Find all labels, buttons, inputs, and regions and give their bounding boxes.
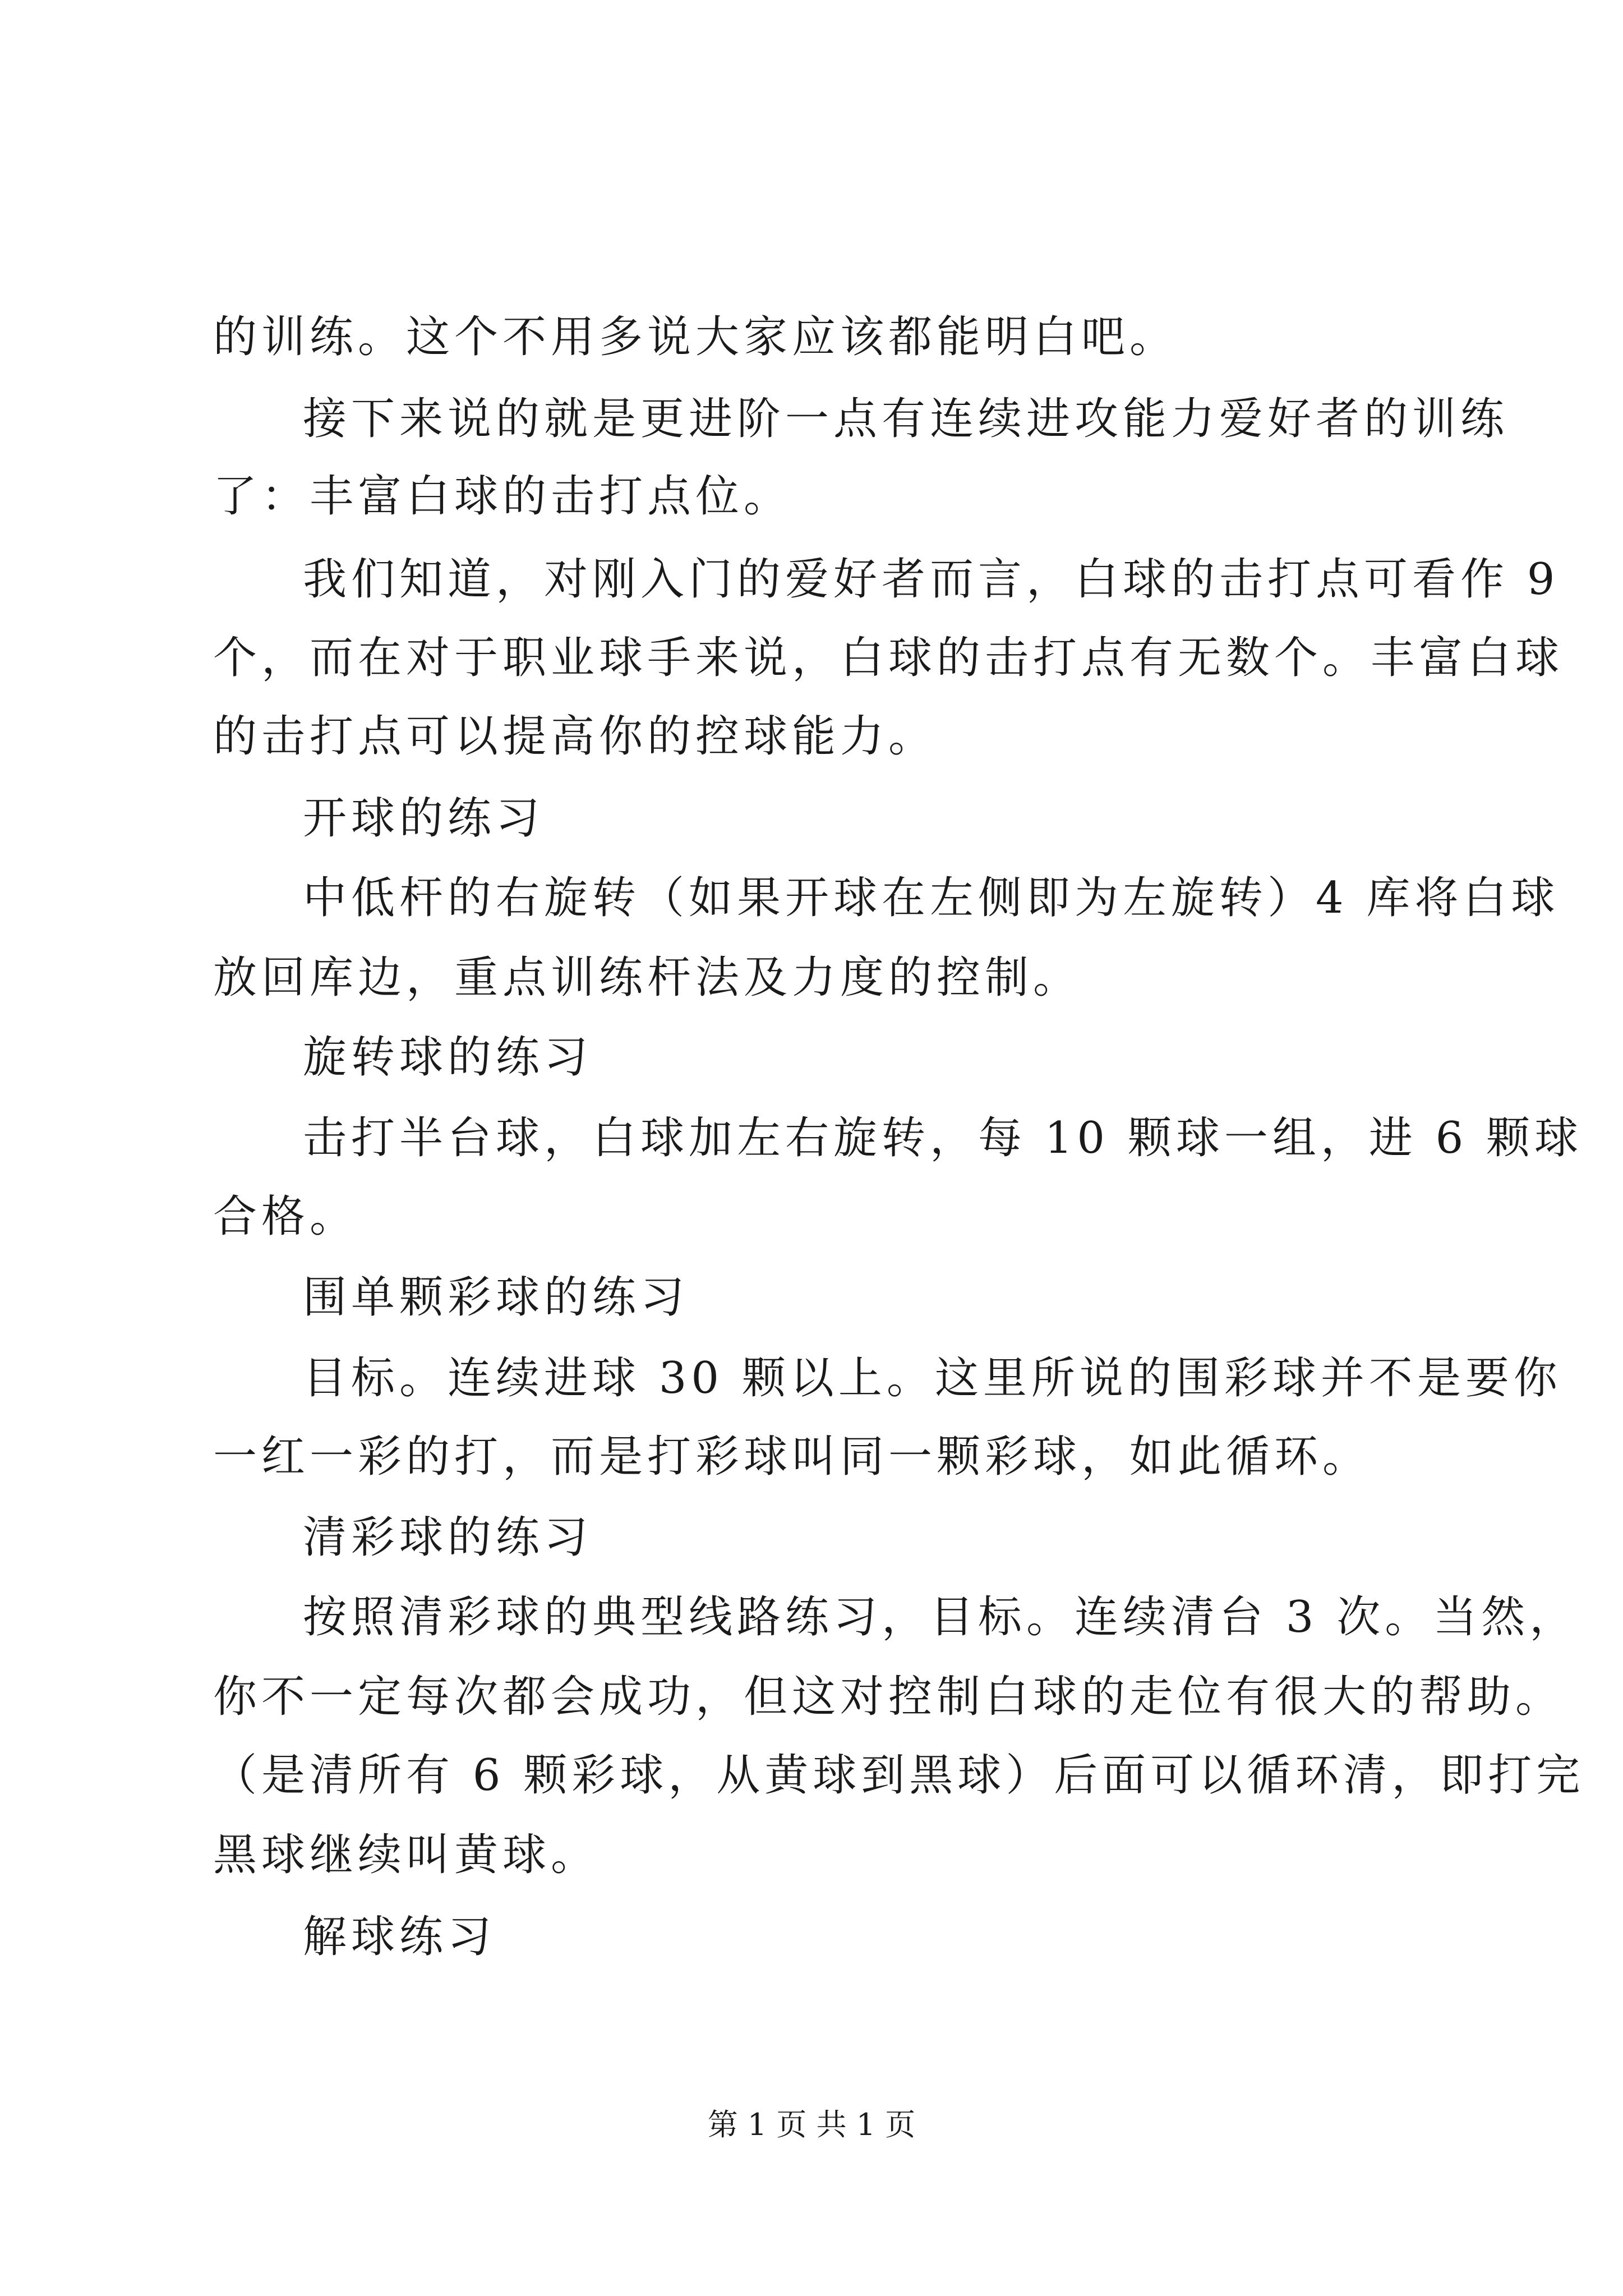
paragraph-line: （是清所有 6 颗彩球，从黄球到黑球）后面可以循环清，即打完 (213, 1750, 1585, 1801)
paragraph-line: 合格。 (213, 1191, 358, 1242)
paragraph-line: 一红一彩的打，而是打彩球叫同一颗彩球，如此循环。 (213, 1432, 1371, 1482)
paragraph-line: 接下来说的就是更进阶一点有连续进攻能力爱好者的训练 (303, 394, 1509, 444)
paragraph-line: 放回库边，重点训练杆法及力度的控制。 (213, 953, 1082, 1003)
paragraph-line: 按照清彩球的典型线路练习，目标。连续清台 3 次。当然， (303, 1592, 1578, 1642)
paragraph-line: 黑球继续叫黄球。 (213, 1830, 600, 1880)
paragraph-line: 你不一定每次都会成功，但这对控制白球的走位有很大的帮助。 (213, 1672, 1564, 1722)
section-heading: 解球练习 (303, 1912, 496, 1962)
paragraph-line: 击打半台球，白球加左右旋转，每 10 颗球一组，进 6 颗球 (303, 1113, 1583, 1163)
document-body (213, 0, 1585, 2076)
paragraph-line: 的训练。这个不用多说大家应该都能明白吧。 (213, 312, 1178, 362)
section-heading: 开球的练习 (303, 793, 545, 844)
section-heading: 围单颗彩球的练习 (303, 1272, 689, 1323)
section-heading: 清彩球的练习 (303, 1512, 593, 1563)
paragraph-line: 个，而在对于职业球手来说，白球的击打点有无数个。丰富白球 (213, 633, 1564, 683)
section-heading: 旋转球的练习 (303, 1032, 593, 1083)
paragraph-line: 中低杆的右旋转（如果开球在左侧即为左旋转）4 库将白球 (303, 873, 1560, 923)
paragraph-line: 目标。连续进球 30 颗以上。这里所说的围彩球并不是要你 (303, 1353, 1562, 1404)
page-number-footer: 第 1 页 共 1 页 (707, 2107, 916, 2142)
paragraph-line: 的击打点可以提高你的控球能力。 (213, 711, 937, 762)
paragraph-line: 我们知道，对刚入门的爱好者而言，白球的击打点可看作 9 (303, 554, 1560, 605)
paragraph-line: 了：丰富白球的击打点位。 (213, 471, 792, 522)
